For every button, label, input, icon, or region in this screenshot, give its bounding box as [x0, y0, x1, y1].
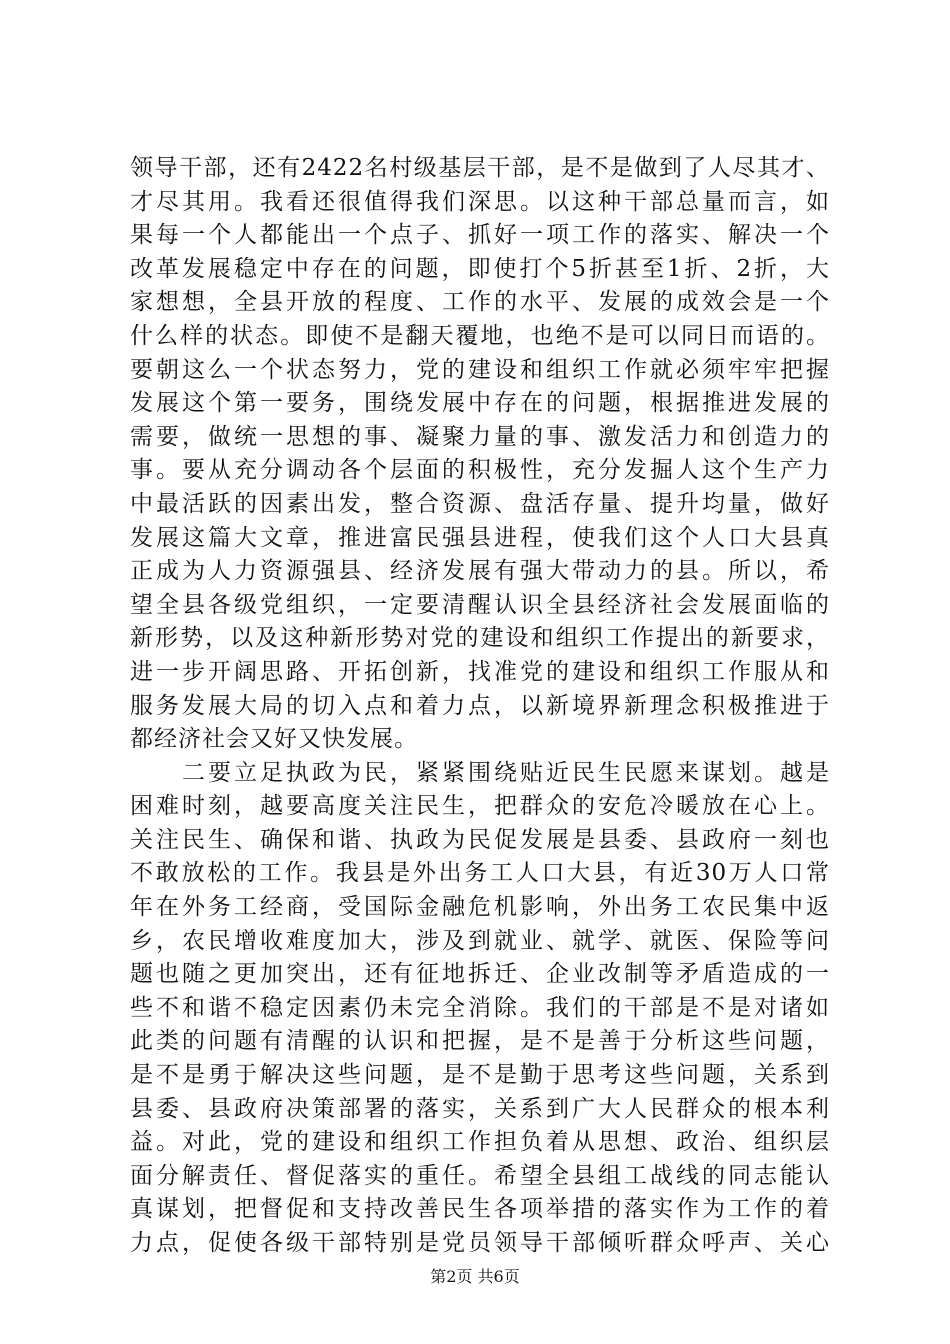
- text-line: 要朝这么一个状态努力，党的建设和组织工作就必须牢牢把握: [130, 356, 830, 383]
- text-line: 面分解责任、督促落实的重任。希望全县组工战线的同志能认: [130, 1162, 830, 1189]
- text-line: 望全县各级党组织，一定要清醒认识全县经济社会发展面临的: [130, 591, 830, 618]
- text-line: 益。对此，党的建设和组织工作担负着从思想、政治、组织层: [130, 1129, 830, 1156]
- text-line: 二要立足执政为民，紧紧围绕贴近民生民愿来谋划。越是: [130, 759, 830, 786]
- text-line: 不敢放松的工作。我县是外出务工人口大县，有近30万人口常: [130, 860, 830, 887]
- text-line: 年在外务工经商，受国际金融危机影响，外出务工农民集中返: [130, 894, 830, 921]
- text-line: 中最活跃的因素出发，整合资源、盘活存量、提升均量，做好: [130, 490, 830, 517]
- text-line: 什么样的状态。即使不是翻天覆地，也绝不是可以同日而语的。: [130, 322, 830, 349]
- text-line: 困难时刻，越要高度关注民生，把群众的安危冷暖放在心上。: [130, 793, 830, 820]
- page-number-footer: 第2页 共6页: [430, 1267, 520, 1286]
- text-line: 题也随之更加突出，还有征地拆迁、企业改制等矛盾造成的一: [130, 961, 830, 988]
- text-line: 新形势，以及这种新形势对党的建设和组织工作提出的新要求，: [130, 625, 830, 652]
- text-line: 发展这个第一要务，围绕发展中存在的问题，根据推进发展的: [130, 390, 830, 417]
- text-line: 县委、县政府决策部署的落实，关系到广大人民群众的根本利: [130, 1095, 830, 1122]
- body-text: [130, 152, 830, 1261]
- text-line: 关注民生、确保和谐、执政为民促发展是县委、县政府一刻也: [130, 826, 830, 853]
- text-line: 些不和谐不稳定因素仍未完全消除。我们的干部是不是对诸如: [130, 994, 830, 1021]
- text-line: 事。要从充分调动各个层面的积极性，充分发掘人这个生产力: [130, 457, 830, 484]
- text-line: 力点，促使各级干部特别是党员领导干部倾听群众呼声、关心: [130, 1230, 830, 1256]
- text-line: 是不是勇于解决这些问题，是不是勤于思考这些问题，关系到: [130, 1062, 830, 1089]
- text-line: 正成为人力资源强县、经济发展有强大带动力的县。所以，希: [130, 558, 830, 585]
- text-line: 真谋划，把督促和支持改善民生各项举措的落实作为工作的着: [130, 1196, 830, 1223]
- text-line: 发展这篇大文章，推进富民强县进程，使我们这个人口大县真: [130, 524, 830, 551]
- text-line: 改革发展稳定中存在的问题，即使打个5折甚至1折、2折，大: [130, 255, 830, 282]
- text-line: 进一步开阔思路、开拓创新，找准党的建设和组织工作服从和: [130, 658, 830, 685]
- text-line: 需要，做统一思想的事、凝聚力量的事、激发活力和创造力的: [130, 423, 830, 450]
- text-line: 乡，农民增收难度加大，涉及到就业、就学、就医、保险等问: [130, 927, 830, 954]
- text-line: 领导干部，还有2422名村级基层干部，是不是做到了人尽其才、: [130, 155, 830, 181]
- text-line: 才尽其用。我看还很值得我们深思。以这种干部总量而言，如: [130, 188, 830, 215]
- text-line: 服务发展大局的切入点和着力点，以新境界新理念积极推进于: [130, 692, 830, 719]
- text-line: 都经济社会又好又快发展。: [130, 726, 418, 753]
- text-line: 果每一个人都能出一个点子、抓好一项工作的落实、解决一个: [130, 222, 830, 249]
- text-line: 此类的问题有清醒的认识和把握，是不是善于分析这些问题，: [130, 1028, 830, 1055]
- text-line: 家想想，全县开放的程度、工作的水平、发展的成效会是一个: [130, 289, 830, 316]
